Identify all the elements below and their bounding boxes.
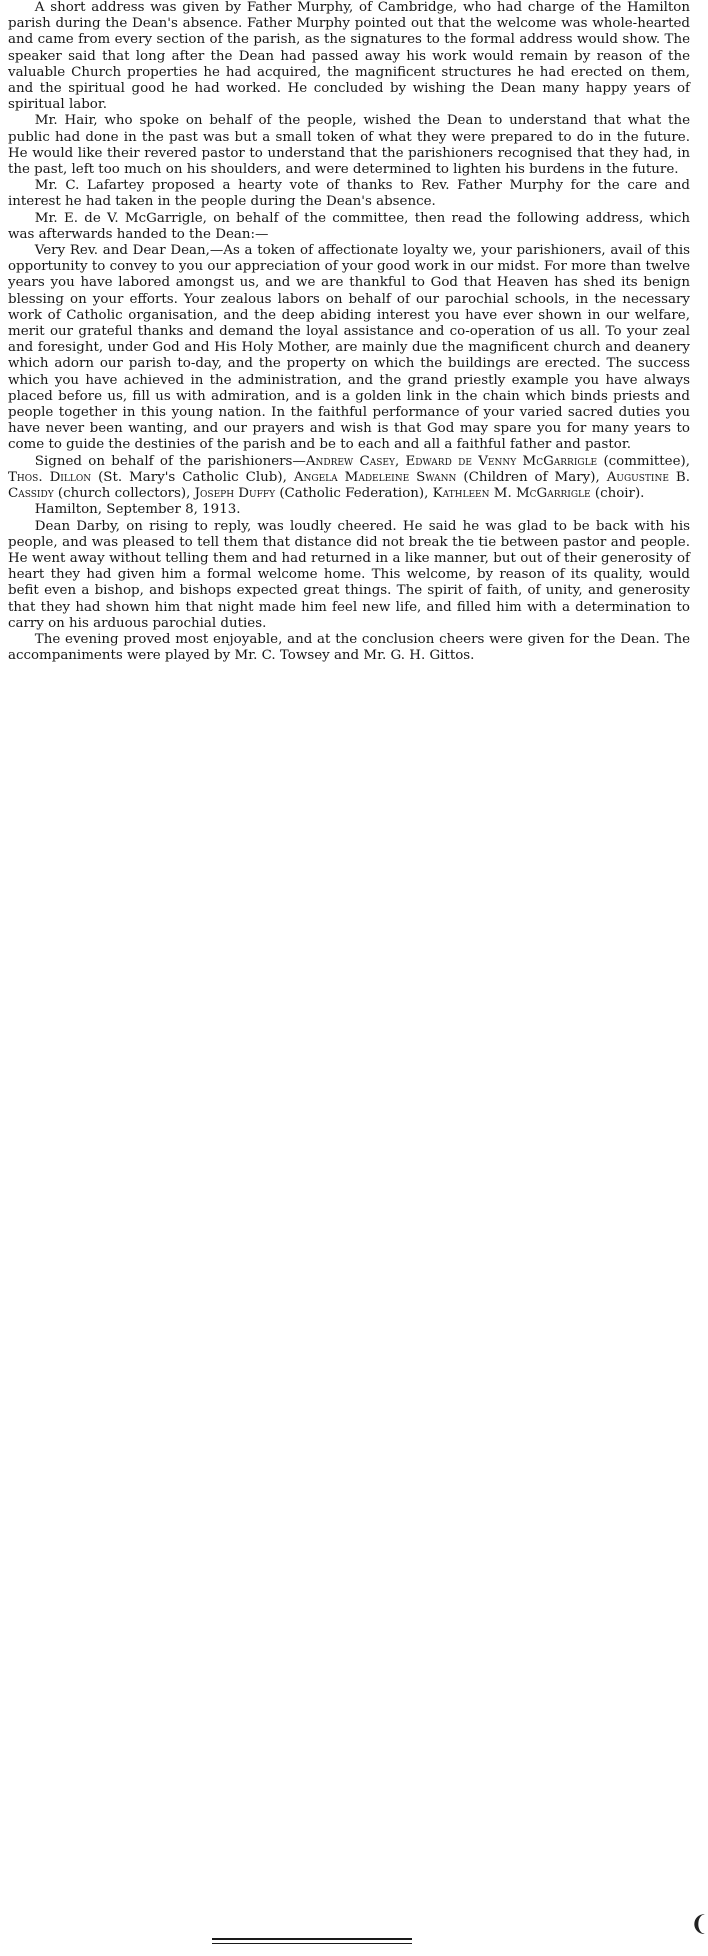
- signatory-role: (church collectors),: [53, 486, 195, 502]
- signatory-role: (choir).: [590, 486, 645, 502]
- signatory-2: [8, 470, 294, 485]
- signatory-role: (St. Mary's Catholic Club),: [91, 469, 294, 485]
- signatory-name: Edward de Venny McGarrigle: [405, 453, 598, 469]
- signatory-3: [294, 470, 607, 485]
- signatory-role: (Children of Mary),: [456, 469, 607, 485]
- signatory-6: [433, 486, 645, 501]
- signatory-5: [195, 486, 433, 501]
- signatory-0: [306, 454, 406, 469]
- signatory-name: Thos. Dillon: [8, 469, 92, 485]
- paragraph-mr-hair: Mr. Hair, who spoke on behalf of the people, wished the Dean to understand that what the public had done in the past was but a small token of what they were prepared to do in the future. He would like their revered pastor to understand that the parishioners recognised that they had, in the past, left too much on his shoulders, and were determined to lighten his burdens in the future.: [8, 113, 690, 178]
- end-rule: [212, 1938, 412, 1940]
- dateline: Hamilton, September 8, 1913.: [34, 502, 241, 518]
- paragraph-evening: The evening proved most enjoyable, and at the conclusion cheers were given for the Dean. The accompaniments were played by Mr. C. Towsey and Mr. G. H. Gittos.: [8, 631, 690, 664]
- margin-mark-icon: ❨: [690, 1912, 708, 1937]
- signatory-role: (committee),: [597, 453, 691, 469]
- end-rule-thin: [212, 1943, 412, 1944]
- signatory-name: Angela Madeleine Swann: [293, 469, 457, 485]
- paragraph-address: Very Rev. and Dear Dean,—As a token of affectionate loyalty we, your parishioners, avail of this opportunity to convey to you our appreciation of your good work in our midst. For more than twelve years you have labored amongst us, and we are thankful to God that Heaven has shed its benign blessing on your efforts. Your zealous labors on behalf of our parochial schools, in the necessary work of Catholic organisation, and the deep abiding interest you have ever shown in our welfare, merit our grateful thanks and demand the loyal assistance and co-operation of us all. To your zeal and foresight, under God and His Holy Mother, are mainly due the magnificent church and deanery which adorn our parish to-day, and the property on which the buildings are erected. The success which you have achieved in the administration, and the grand priestly example you have always placed before us, fill us with admiration, and is a golden link in the chain which binds priests and people together in this young nation. In the faithful performance of your varied sacred duties you have never been wanting, and our prayers and wish is that God may spare you for many years to come to guide the destinies of the parish and be to each and all a faithful father and pastor.: [8, 243, 690, 453]
- signatory-name: Augustine B. Cassidy: [8, 469, 690, 502]
- signatory-name: Andrew Casey: [305, 453, 395, 469]
- signatory-role: (Catholic Federation),: [275, 486, 433, 502]
- paragraph-lafartey: Mr. C. Lafartey proposed a hearty vote of thanks to Rev. Father Murphy for the care and interest he had taken in the people during the Dean's absence.: [8, 178, 690, 210]
- signatory-role: ,: [394, 453, 406, 469]
- paragraph-mcgarrigle: Mr. E. de V. McGarrigle, on behalf of the committee, then read the following address, which was afterwards handed to the Dean:—: [8, 210, 690, 242]
- paragraph-father-murphy: A short address was given by Father Murphy, of Cambridge, who had charge of the Hamilton parish during the Dean's absence. Father Murphy pointed out that the welcome was whole-hearted and came from every section of the parish, as the signatures to the formal address would show. The speaker said that long after the Dean had passed away his work would remain by reason of the valuable Church properties he had acquired, the magnificent structures he had erected on them, and the spiritual good he had worked. He concluded by wishing the Dean many happy years of spiritual labor.: [8, 0, 690, 113]
- signatory-1: [406, 454, 691, 469]
- paragraph-signatories: [8, 454, 690, 503]
- signatory-name: Joseph Duffy: [194, 486, 276, 502]
- paragraph-dean-darby-reply: Dean Darby, on rising to reply, was loudly cheered. He said he was glad to be back with his people, and was pleased to tell them that distance did not break the tie between pastor and people. He went away without telling them and had returned in a like manner, but out of their generosity of heart they had given him a formal welcome home. This welcome, by reason of its quality, would befit even a bishop, and bishops expected great things. The spirit of faith, of unity, and generosity that they had shown him that night made him feel new life, and filled him with a determination to carry on his arduous parochial duties.: [8, 518, 690, 631]
- signed-intro: Signed on behalf of the parishioners—: [34, 453, 306, 469]
- signatory-name: Kathleen M. McGarrigle: [432, 486, 591, 502]
